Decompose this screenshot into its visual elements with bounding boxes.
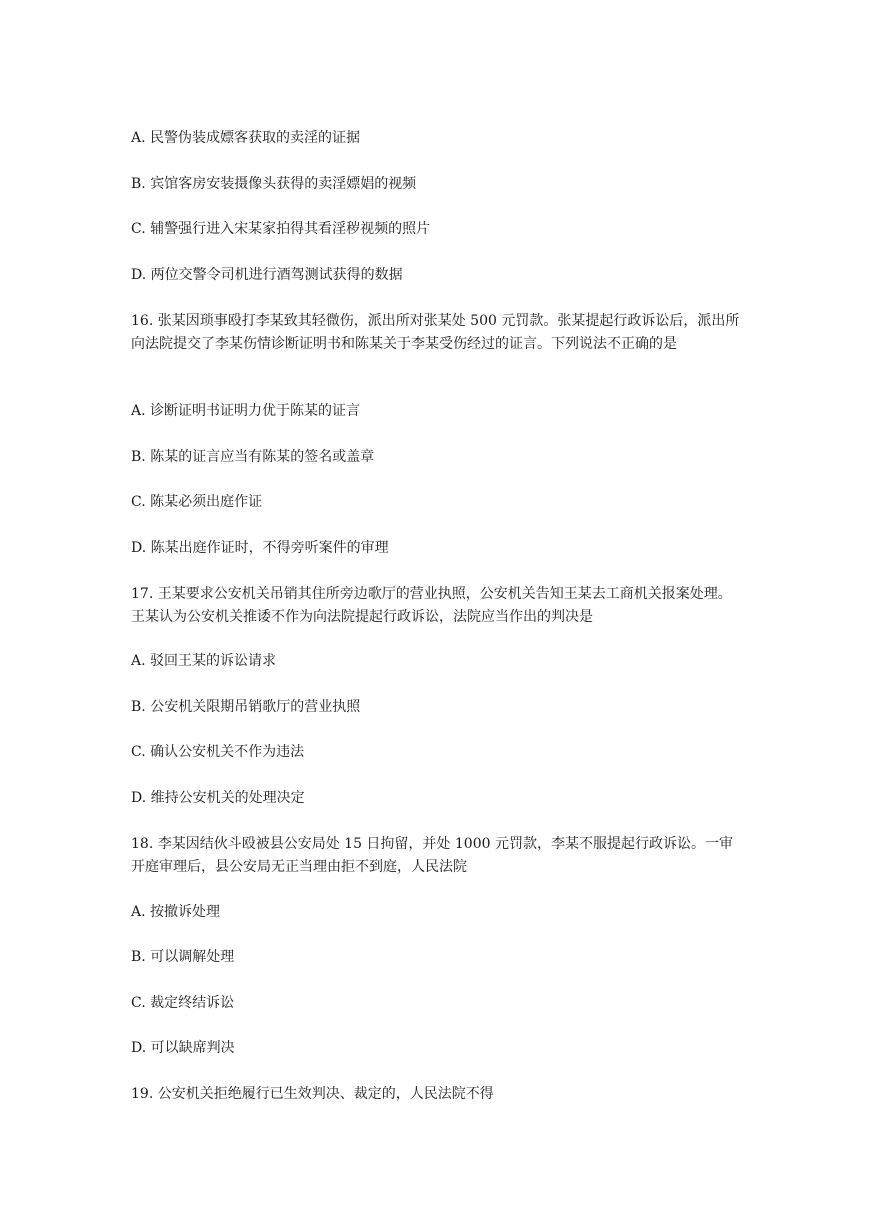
q17-option-c: C. 确认公安机关不作为违法 — [131, 744, 305, 760]
q18-option-a: A. 按撤诉处理 — [131, 904, 221, 920]
q17-option-b: B. 公安机关限期吊销歌厅的营业执照 — [131, 699, 361, 715]
q17-option-a: A. 驳回王某的诉讼请求 — [131, 653, 277, 669]
q15-option-d: D. 两位交警令司机进行酒驾测试获得的数据 — [131, 267, 403, 283]
q16-option-d: D. 陈某出庭作证时，不得旁听案件的审理 — [131, 540, 389, 556]
q17-stem: 17. 王某要求公安机关吊销其住所旁边歌厅的营业执照，公安机关告知王某去工商机关报案处理。王某认为公安机关推诿不作为向法院提起行政诉讼，法院应当作出的判决是 — [131, 586, 732, 625]
q19-stem: 19. 公安机关拒绝履行已生效判决、裁定的，人民法院不得 — [131, 1086, 494, 1102]
q18-option-d: D. 可以缺席判决 — [131, 1040, 235, 1056]
q15-option-b: B. 宾馆客房安装摄像头获得的卖淫嫖娼的视频 — [131, 176, 417, 192]
q18-option-b: B. 可以调解处理 — [131, 949, 235, 965]
q15-option-c: C. 辅警强行进入宋某家拍得其看淫秽视频的照片 — [131, 221, 431, 237]
q16-option-c: C. 陈某必须出庭作证 — [131, 494, 263, 510]
q15-option-a: A. 民警伪装成嫖客获取的卖淫的证据 — [131, 130, 361, 146]
q17-option-d: D. 维持公安机关的处理决定 — [131, 790, 305, 806]
q18-stem: 18. 李某因结伙斗殴被县公安局处 15 日拘留，并处 1000 元罚款，李某不服提起行政诉讼。一审开庭审理后，县公安局无正当理由拒不到庭，人民法院 — [131, 836, 733, 875]
q16-option-a: A. 诊断证明书证明力优于陈某的证言 — [131, 403, 361, 419]
q16-option-b: B. 陈某的证言应当有陈某的签名或盖章 — [131, 449, 375, 465]
q18-option-c: C. 裁定终结诉讼 — [131, 995, 235, 1011]
q16-stem: 16. 张某因琐事殴打李某致其轻微伤，派出所对张某处 500 元罚款。张某提起行政诉讼后，派出所向法院提交了李某伤情诊断证明书和陈某关于李某受伤经过的证言。下列说法不正确的是 — [131, 313, 740, 352]
